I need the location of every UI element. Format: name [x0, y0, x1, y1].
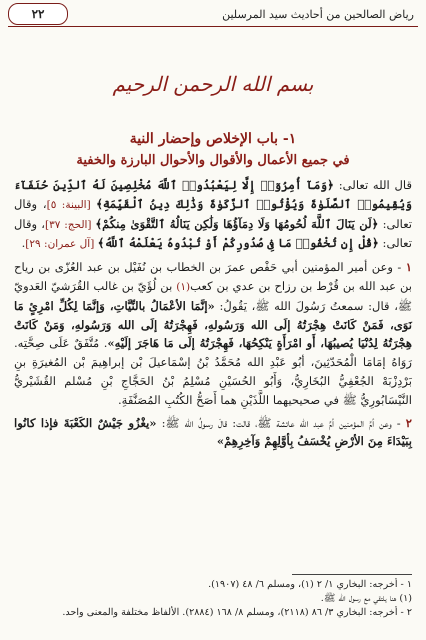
narration-text: بن لُؤَيّ بن غالب القُرَشيّ العَدويّ ﷺ، قال: سمعتُ رَسُولَ الله ﷺ، يَقُولُ:: [14, 278, 412, 313]
narration-text: . مُتَّفَقٌ عَلَى صِحَّتِه. رَوَاهُ إمَامَا الْمُحَدّثِينَ، أبُو عَبْدِ الله مُحَمَّدُ بْنُ إسْمَاعيلَ بْن إبراهِيمَ بْن المُغيرَةِ بنِ بَرْدِزْبَهْ الجُعْفِيُّ البُخَارِيُّ، وَأَبُو الحُسَيْنِ مُسْلِمُ بْنُ الحَجَّاجِ بْنِ مُسْلم القُشَيْريُّ النَّيْسَابُورِيُّ ﷺ في صحيحيهما اللَّذَيْنِ هما أَصَحُّ الكُتُبِ المُصَنَّفَةِ.: [14, 336, 412, 407]
footnote: (١) هنا يلتقي مع رسول الله ﷺ.: [320, 592, 412, 604]
hadith-number: ٢: [405, 415, 412, 430]
hadith-text: «يغْزُو جَيْشٌ الكَعْبَةَ فإذا كانُوا بِبَيْدَاءَ مِنَ الأرْضِ يُخْسَفُ بِأوَّلِهِمْ وَآخِرِهِمْ»: [14, 415, 412, 449]
page-header: [8, 2, 418, 27]
page-number: ٢٢: [8, 3, 68, 25]
narration-text: - وعن أمِّ المؤمنين أمِّ عبد الله عائشة ﷺ، قالت: قالَ رسولُ الله ﷺ:: [156, 415, 406, 430]
chapter-title: ١- باب الإخلاص وإحضار النية: [129, 131, 297, 147]
running-title: رياض الصالحين من أحاديث سيد المرسلين: [222, 7, 414, 21]
end-punct: .: [21, 236, 26, 251]
quran-verse: ﴿لَن يَنَالَ ٱللَّهَ لُحُومُهَا وَلَا دِمَآؤُهَا وَلَٰكِن يَنَالُهُ ٱلتَّقْوَىٰ مِنكُمْ﴾: [95, 216, 379, 231]
narration-text: - وعن أمير المؤمنين أبي حَفْص عمرَ بن الخطاب بن نُفَيْل بن عبد العُزّى بن رياح بن عبد الله بن قُرْط بن رزاح بن عدي بن كعب: [14, 260, 412, 293]
chapter-subtitle: في جميع الأعمال والأقوال والأحوال البارزة والخفية: [76, 153, 350, 168]
hadith-number: ١: [405, 260, 412, 275]
footnote-marker: (١): [176, 280, 191, 293]
main-text: [14, 176, 412, 455]
quran-paragraph: [14, 176, 412, 254]
verse-reference: [الحج: ٣٧]: [45, 218, 96, 231]
quran-verse: ﴿وَمَآ أُمِرُوٓا۟ إِلَّا لِيَعْبُدُوا۟ ٱللَّهَ مُخْلِصِينَ لَهُ ٱلدِّينَ حُنَفَآءَ وَيُقِيمُوا۟ ٱلصَّلَوٰةَ وَيُؤْتُوا۟ ٱلزَّكَوٰةَ وَذَٰلِكَ دِينُ ٱلْقَيِّمَةِ﴾: [14, 178, 412, 211]
quran-verse: ﴿قُلْ إِن تُخْفُوا۟ مَا فِى صُدُورِكُمْ أَوْ تُبْدُوهُ يَعْلَمْهُ ٱللَّهُ﴾: [97, 236, 379, 251]
connector-text: ، وقال تعالى:: [14, 196, 413, 231]
hadith-text: «إنَّمَا الأعْمَالُ بالنِّيَّاتِ، وَإنَّمَا لِكُلِّ امْرِئٍ مَا نَوَى، فَمَنْ كَانَتْ هِجْرَتُهُ إلَى الله وَرَسُولهِ، فَهِجْرَتُهُ إلَى الله وَرَسُولهِ، وَمَنْ كَانَتْ هِجْرَتُهُ لِدُنْيَا يُصيبُهَا، أَو امْرَأَةٍ يَنْكِحُهَا، فَهِجْرَتُهُ إلَى مَا هَاجَرَ إلَيْهِ»: [14, 298, 412, 351]
footnote: ٢ - أخرجه: البخاري ٣/ ٨٦ (٢١١٨)، ومسلم ٨/ ١٦٨ (٢٨٨٤). الألفاظ مختلفة والمعنى واحد.: [62, 606, 412, 618]
hadith-paragraph: [14, 414, 412, 452]
hadith-paragraph: [14, 258, 412, 409]
intro-text: قال الله تعالى:: [333, 178, 412, 192]
footnotes: [14, 578, 412, 619]
chapter-heading: [14, 128, 412, 172]
footnote-separator: [292, 574, 412, 575]
basmala: بسم الله الرحمن الرحيم: [112, 72, 314, 96]
footnote: ١ - أخرجه: البخاري ١/ ٢ (١)، ومسلم ٦/ ٤٨ (١٩٠٧).: [208, 579, 412, 590]
verse-reference: [البينة: ٥]: [46, 198, 97, 211]
verse-reference: [آل عمران: ٢٩]: [25, 238, 98, 251]
connector-text: ، وقال تعالى:: [14, 216, 412, 251]
